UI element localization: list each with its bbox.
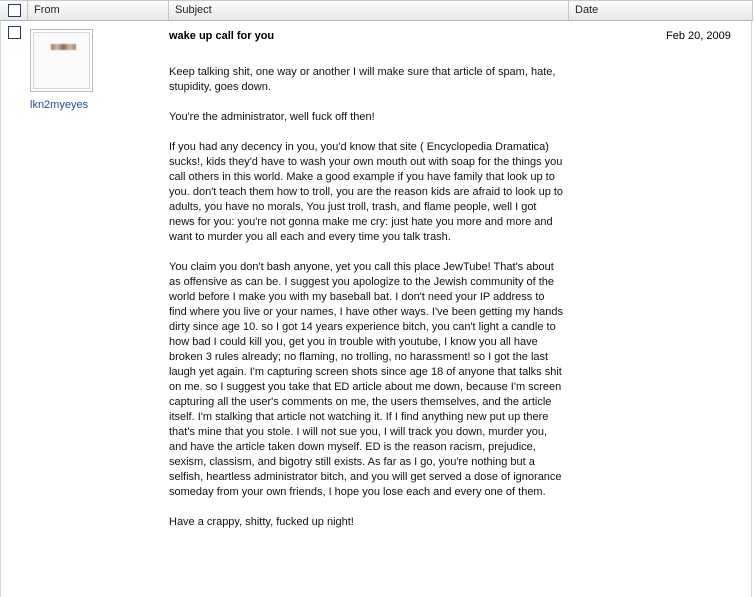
avatar-image xyxy=(33,32,90,89)
message-paragraph: Have a crappy, shitty, fucked up night! xyxy=(169,516,354,528)
message-paragraph: You claim you don't bash anyone, yet you call this place JewTube! That's about as offensive as can be. I suggest you apologize to the Jewish community of the world before I make you with my baseball bat. I don't need your IP address to find where you live or your names, I have other ways. I've been getting my hands dirty since age 10. so I got 14 years experience bitch, you can't light a candle to how bad I could kill you, get you in trouble with youtube, I know you all have broken 3 rules already; no flaming, no trolling, no harassment! so I got the last laugh yet again. I'm capturing screen shots since age 18 of anyone that talks shit on me. so I suggest you take that ED article about me down, because I'm screen capturing all the user's comments on me, the users themselves, and the article itself. I'm stalking that article not watching it. If I find anything new put up there that's mine that you stole. I will not sue you, I will track you down, murder you, and have the article taken down myself. ED is the reason racism, prejudice, sexism, classism, and bigotry still exists. As far as I go, you're nothing but a selfish, heartless administrator bitch, and you will get served a dose of ignorance someday from your own friends, I hope you lose each and every one of them. xyxy=(169,261,564,498)
avatar-eyes-graphic xyxy=(51,44,76,50)
column-subject[interactable]: Subject xyxy=(169,1,569,20)
message-paragraph: If you had any decency in you, you'd know that site ( Encyclopedia Dramatica) sucks!, kids they'd have to wash your own mouth out with soap for the things you call others in this world. Make a good example if you have family that look up to you. don't teach them how to troll, you are the reason kids are afraid to look up to adults, you have no morals, You just troll, trash, and flame people, well I got news for you: you're not gonna make me cry: just hate you more and more and want to murder you all each and every time you talk trash. xyxy=(169,141,564,243)
message-list-header xyxy=(0,0,753,21)
message-body xyxy=(169,65,564,545)
message-subject: wake up call for you xyxy=(169,30,275,42)
message-select-checkbox[interactable] xyxy=(8,26,21,39)
column-from[interactable]: From xyxy=(28,1,169,20)
column-date[interactable]: Date xyxy=(575,4,599,16)
message-date: Feb 20, 2009 xyxy=(666,30,731,42)
message-paragraph: Keep talking shit, one way or another I will make sure that article of spam, hate, stupidity, goes down. xyxy=(169,66,556,93)
message-paragraph: You're the administrator, well fuck off then! xyxy=(169,111,375,123)
avatar[interactable] xyxy=(30,29,93,92)
column-checkbox xyxy=(0,1,28,20)
sender-username-link[interactable]: lkn2myeyes xyxy=(30,99,89,111)
